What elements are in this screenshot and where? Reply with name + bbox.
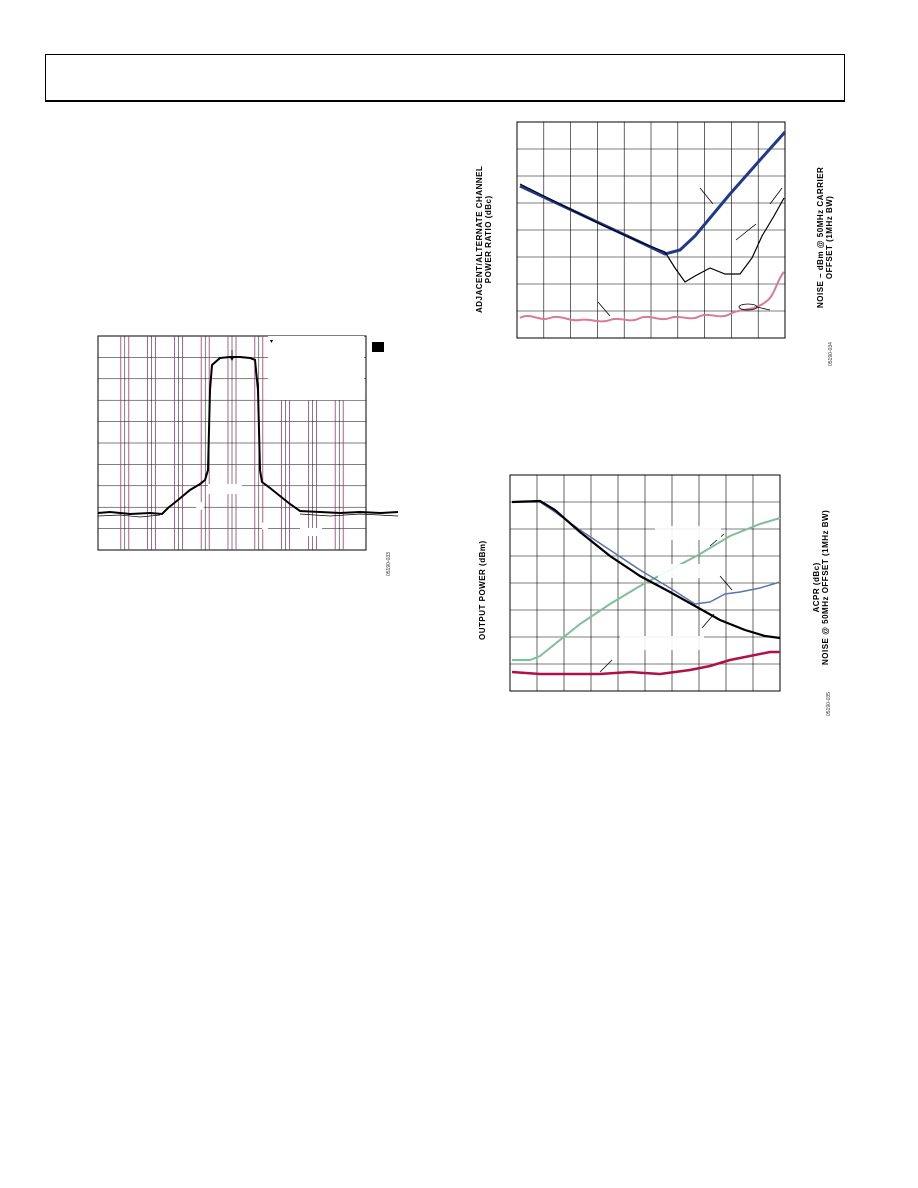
y-axis-label-right: NOISE – dBm @ 50MHz CARRIER OFFSET (1MHz BW) xyxy=(816,166,834,308)
y-axis-label-left: ADJACENT/ALTERNATE CHANNEL POWER RATIO (dBc) xyxy=(475,165,493,313)
figure-id-033: 05190-033 xyxy=(386,552,392,576)
callout-arrow-black xyxy=(702,614,714,628)
figure-spectrum xyxy=(90,330,410,580)
chart-spectrum xyxy=(90,330,410,580)
callout-arrow-right xyxy=(770,188,782,204)
series-crimson-curve xyxy=(512,652,780,674)
series-pink-curve xyxy=(520,272,784,321)
white-patch-2 xyxy=(300,528,322,536)
white-label-patch-1 xyxy=(655,526,721,540)
series-steel-curve xyxy=(512,502,780,604)
figure-output-power xyxy=(470,470,850,730)
callout-arrow-ellipse xyxy=(757,307,770,310)
figure-id-034: 05190-034 xyxy=(828,342,834,366)
figure-id-035: 05190-035 xyxy=(826,692,832,716)
white-label-patch-3 xyxy=(620,636,704,650)
white-dot-1 xyxy=(196,502,204,510)
series-black-curve xyxy=(512,501,780,638)
white-dot-2 xyxy=(261,522,269,530)
chart-acpr-noise xyxy=(470,118,850,378)
page-header xyxy=(45,54,845,102)
annotation-box xyxy=(268,336,364,400)
chart-output-power xyxy=(470,470,850,730)
series-navy-curve xyxy=(520,132,785,254)
y-axis-label-left: OUTPUT POWER (dBm) xyxy=(478,540,487,640)
white-patch-1 xyxy=(208,484,242,494)
callout-arrow-navy xyxy=(700,188,713,204)
spectrum-trace-noise xyxy=(98,514,398,517)
callout-arrow-pink xyxy=(598,302,610,316)
side-marker xyxy=(372,342,384,352)
figure-acpr-noise xyxy=(470,118,850,378)
callout-arrow-crimson xyxy=(600,660,612,672)
y-axis-label-right: ACPR (dBc) NOISE @ 50MHz OFFSET (1MHz BW) xyxy=(812,509,830,665)
white-label-patch-2 xyxy=(658,564,718,578)
callout-arrow-black xyxy=(736,224,756,240)
marker-arrowhead xyxy=(229,356,235,361)
